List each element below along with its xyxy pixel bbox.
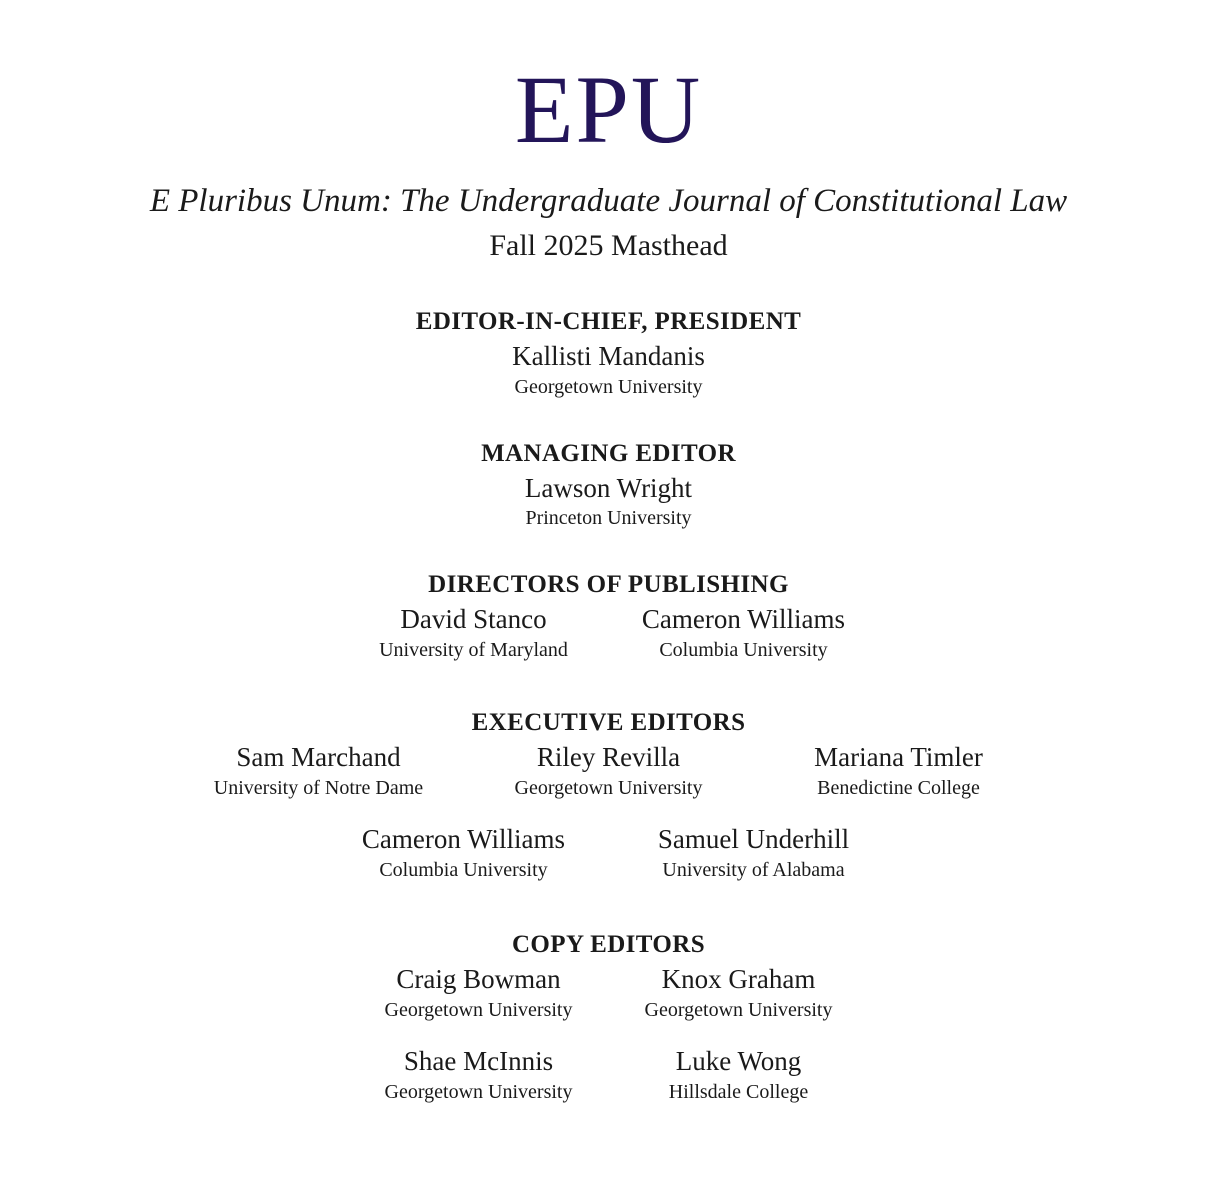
journal-title: E Pluribus Unum: The Undergraduate Journal of Constitutional Law bbox=[149, 183, 1068, 219]
section-copy-editors bbox=[0, 931, 1217, 1105]
person-name: David Stanco bbox=[400, 604, 547, 635]
person-school: Columbia University bbox=[659, 639, 828, 662]
person-school: Georgetown University bbox=[514, 375, 703, 398]
person-name: Cameron Williams bbox=[641, 604, 846, 635]
person-name: Samuel Underhill bbox=[657, 824, 850, 855]
person-school: University of Alabama bbox=[662, 859, 845, 882]
person-school: Princeton University bbox=[525, 507, 692, 530]
person-name: Knox Graham bbox=[661, 964, 816, 995]
section-row bbox=[0, 1045, 1217, 1105]
person-name: Riley Revilla bbox=[536, 742, 681, 773]
section-row bbox=[0, 472, 1217, 532]
person-entry bbox=[609, 823, 899, 883]
person-school: Georgetown University bbox=[384, 999, 573, 1022]
person-entry bbox=[319, 823, 609, 883]
person-entry bbox=[464, 741, 754, 801]
person-entry bbox=[754, 741, 1044, 801]
section-executive-editors bbox=[0, 709, 1217, 883]
person-school: University of Maryland bbox=[379, 639, 568, 662]
person-name: Kallisti Mandanis bbox=[512, 340, 705, 371]
person-entry bbox=[349, 1045, 609, 1105]
person-name: Sam Marchand bbox=[236, 742, 401, 773]
person-entry bbox=[609, 963, 869, 1023]
section-title: EDITOR-IN-CHIEF, PRESIDENT bbox=[415, 307, 802, 335]
person-school: Georgetown University bbox=[514, 777, 703, 800]
section-editor-in-chief bbox=[0, 308, 1217, 400]
person-school: University of Notre Dame bbox=[213, 777, 424, 800]
person-school: Georgetown University bbox=[644, 999, 833, 1022]
section-row bbox=[0, 603, 1217, 663]
person-name: Craig Bowman bbox=[396, 964, 561, 995]
section-title: MANAGING EDITOR bbox=[481, 439, 736, 467]
person-entry bbox=[174, 741, 464, 801]
person-name: Lawson Wright bbox=[524, 472, 693, 503]
person-entry bbox=[609, 1045, 869, 1105]
journal-logo: EPU bbox=[514, 56, 703, 163]
section-title: COPY EDITORS bbox=[511, 931, 706, 959]
section-title: DIRECTORS OF PUBLISHING bbox=[428, 571, 789, 599]
section-managing-editor bbox=[0, 440, 1217, 532]
section-row bbox=[0, 963, 1217, 1023]
person-name: Luke Wong bbox=[675, 1046, 802, 1077]
section-title: EXECUTIVE EDITORS bbox=[471, 709, 746, 737]
section-directors-of-publishing bbox=[0, 571, 1217, 663]
person-entry bbox=[339, 603, 609, 663]
section-row bbox=[0, 741, 1217, 801]
person-entry bbox=[349, 963, 609, 1023]
person-entry bbox=[399, 472, 819, 532]
person-entry bbox=[399, 340, 819, 400]
person-school: Georgetown University bbox=[384, 1081, 573, 1104]
person-name: Shae McInnis bbox=[403, 1046, 554, 1077]
issue-subtitle: Fall 2025 Masthead bbox=[489, 228, 728, 262]
person-school: Hillsdale College bbox=[668, 1081, 809, 1104]
person-entry bbox=[609, 603, 879, 663]
person-school: Columbia University bbox=[379, 859, 548, 882]
person-name: Cameron Williams bbox=[361, 824, 566, 855]
section-row bbox=[0, 823, 1217, 883]
person-school: Benedictine College bbox=[817, 777, 980, 800]
person-name: Mariana Timler bbox=[814, 742, 983, 773]
section-row bbox=[0, 340, 1217, 400]
